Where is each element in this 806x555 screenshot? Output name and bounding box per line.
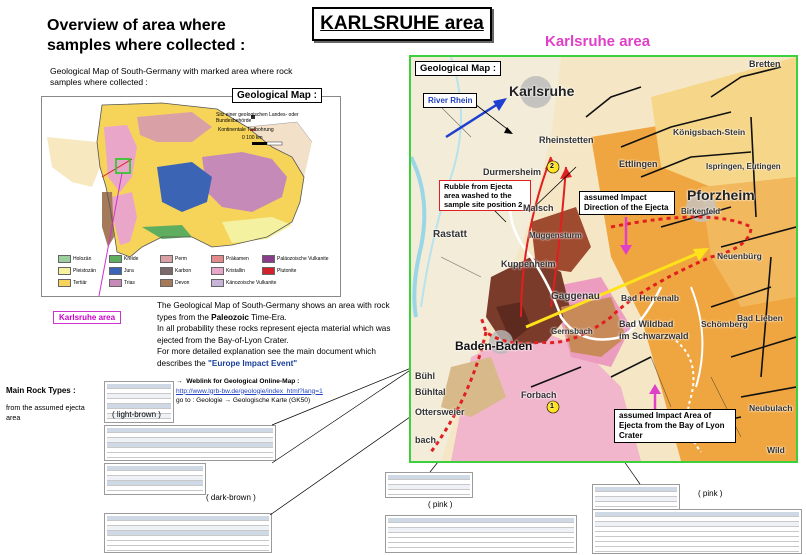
weblink-title: → Weblink for Geological Online-Map : (176, 378, 300, 385)
overview-title-line2: samples where collected : (47, 37, 246, 54)
karlsruhe-area-box: Karlsruhe area (53, 311, 121, 324)
explanation-p3: For more detailed explanation see the main document which describes the "Europe Impact Event" (157, 347, 376, 368)
place-schoemberg: Schömberg (701, 319, 748, 329)
map-scale: 0 100 km (242, 135, 263, 141)
place-rastatt: Rastatt (433, 229, 467, 240)
legend-label: Pleistozän (73, 268, 97, 274)
place-ottersweier: Ottersweier (415, 407, 465, 417)
main-rock-types-title: Main Rock Types : (6, 386, 76, 395)
place-wildberg: Wild (767, 445, 785, 455)
legend-label: Tertiär (73, 280, 87, 286)
place-buehltal: Bühltal (415, 387, 446, 397)
river-rhein-label: River Rhein (423, 93, 477, 108)
place-muggensturm: Muggensturm (529, 231, 582, 240)
place-malsch: Malsch (523, 203, 554, 213)
place-bad-liebenzell: Bad Lieben (737, 313, 783, 323)
legend-label: Jura (124, 268, 134, 274)
legend-label: Plutonite (277, 268, 297, 274)
place-karlsruhe: Karlsruhe (509, 83, 575, 99)
impact-area-label: assumed Impact Area of Ejecta from the Bay of Lyon Crater (614, 409, 736, 443)
place-ettlingen: Ettlingen (619, 159, 658, 169)
big-map-label: Geological Map : (415, 61, 501, 76)
place-koenigsbach: Königsbach-Stein (673, 127, 746, 137)
legend-label: Kreide (124, 256, 139, 262)
page-title: KARLSRUHE area (312, 7, 492, 41)
place-bad-herrenalb: Bad Herrenalb (621, 293, 680, 303)
place-neuenburg: Neuenbürg (717, 251, 762, 261)
overview-title-line1: Overview of area where (47, 17, 226, 34)
sample-site-2-number: 2 (550, 163, 554, 170)
color-note-pink-2: ( pink ) (698, 489, 723, 498)
legend-label: Devon (175, 280, 190, 286)
place-gaggenau: Gaggenau (551, 291, 600, 302)
legend-top-borehole: Kontinentale Tiefbohrung (218, 127, 274, 133)
legend-label: Holozän (73, 256, 92, 262)
karlsruhe-area-heading: Karlsruhe area (545, 33, 651, 50)
place-bach: bach (415, 435, 437, 445)
explanation-p2: In all probability these rocks represent ejecta material which was ejected from the Bay-of-Lyon Crater. (157, 324, 391, 345)
main-rock-types-subtitle: from the assumed ejecta area (6, 403, 85, 422)
place-neubulach: Neubulach (749, 403, 793, 413)
karlsruhe-geological-map (409, 55, 798, 463)
impact-direction-label: assumed Impact Direction of the Ejecta (579, 191, 675, 215)
overview-subtitle: Geological Map of South-Germany with marked area where rock samples where collected : (50, 66, 293, 87)
overview-map-label: Geological Map : (232, 88, 322, 103)
color-note-light-brown: ( light-brown ) (112, 410, 161, 419)
legend-label: Trias (124, 280, 135, 286)
place-baden-baden: Baden-Baden (455, 339, 533, 353)
place-pforzheim: Pforzheim (687, 187, 755, 203)
arrow-icon: → (224, 397, 231, 404)
legend-label: Perm (175, 256, 187, 262)
place-bretten: Bretten (749, 59, 781, 69)
color-note-dark-brown: ( dark-brown ) (206, 493, 256, 502)
weblink-url[interactable]: http://www.lgrb-bw.de/geologie/index_html?lang=1 (176, 387, 323, 395)
explanation-p1: The Geological Map of South-Germany shows an area with rock types from the Paleozoic Time-Era. (157, 301, 390, 322)
weblink-goto: go to : Geologie → Geologische Karte (GK50) (176, 397, 311, 404)
place-kuppenheim: Kuppenheim (501, 259, 556, 269)
color-note-pink-1: ( pink ) (428, 500, 453, 509)
europe-impact-event-link[interactable]: "Europe Impact Event" (207, 358, 298, 368)
place-rheinstetten: Rheinstetten (539, 135, 594, 145)
place-durmersheim: Durmersheim (483, 167, 542, 177)
place-forbach: Forbach (521, 390, 557, 400)
place-bad-wildbad: Bad Wildbad (619, 319, 674, 329)
legend-label: Kristallin (226, 268, 245, 274)
place-gernsbach: Gernsbach (551, 327, 593, 336)
rubble-label: Rubble from Ejecta area washed to the sample site position 2 (439, 180, 531, 211)
place-birkenfeld: Birkenfeld (681, 207, 721, 216)
legend-label: Paläozoische Vulkanite (277, 256, 329, 262)
sample-site-1-number: 1 (550, 403, 554, 410)
place-im-schwarzwald: im Schwarzwald (619, 331, 689, 341)
place-buehl: Bühl (415, 371, 435, 381)
place-ispringen: Ispringen, Eutingen (706, 162, 781, 171)
legend-top-authority: Sitz einer geologischen Landes- oder Bundesbehörde (216, 112, 299, 124)
legend-label: Känozoische Vulkanite (226, 280, 277, 286)
legend-label: Präkamen (226, 256, 249, 262)
legend-label: Karbon (175, 268, 192, 274)
